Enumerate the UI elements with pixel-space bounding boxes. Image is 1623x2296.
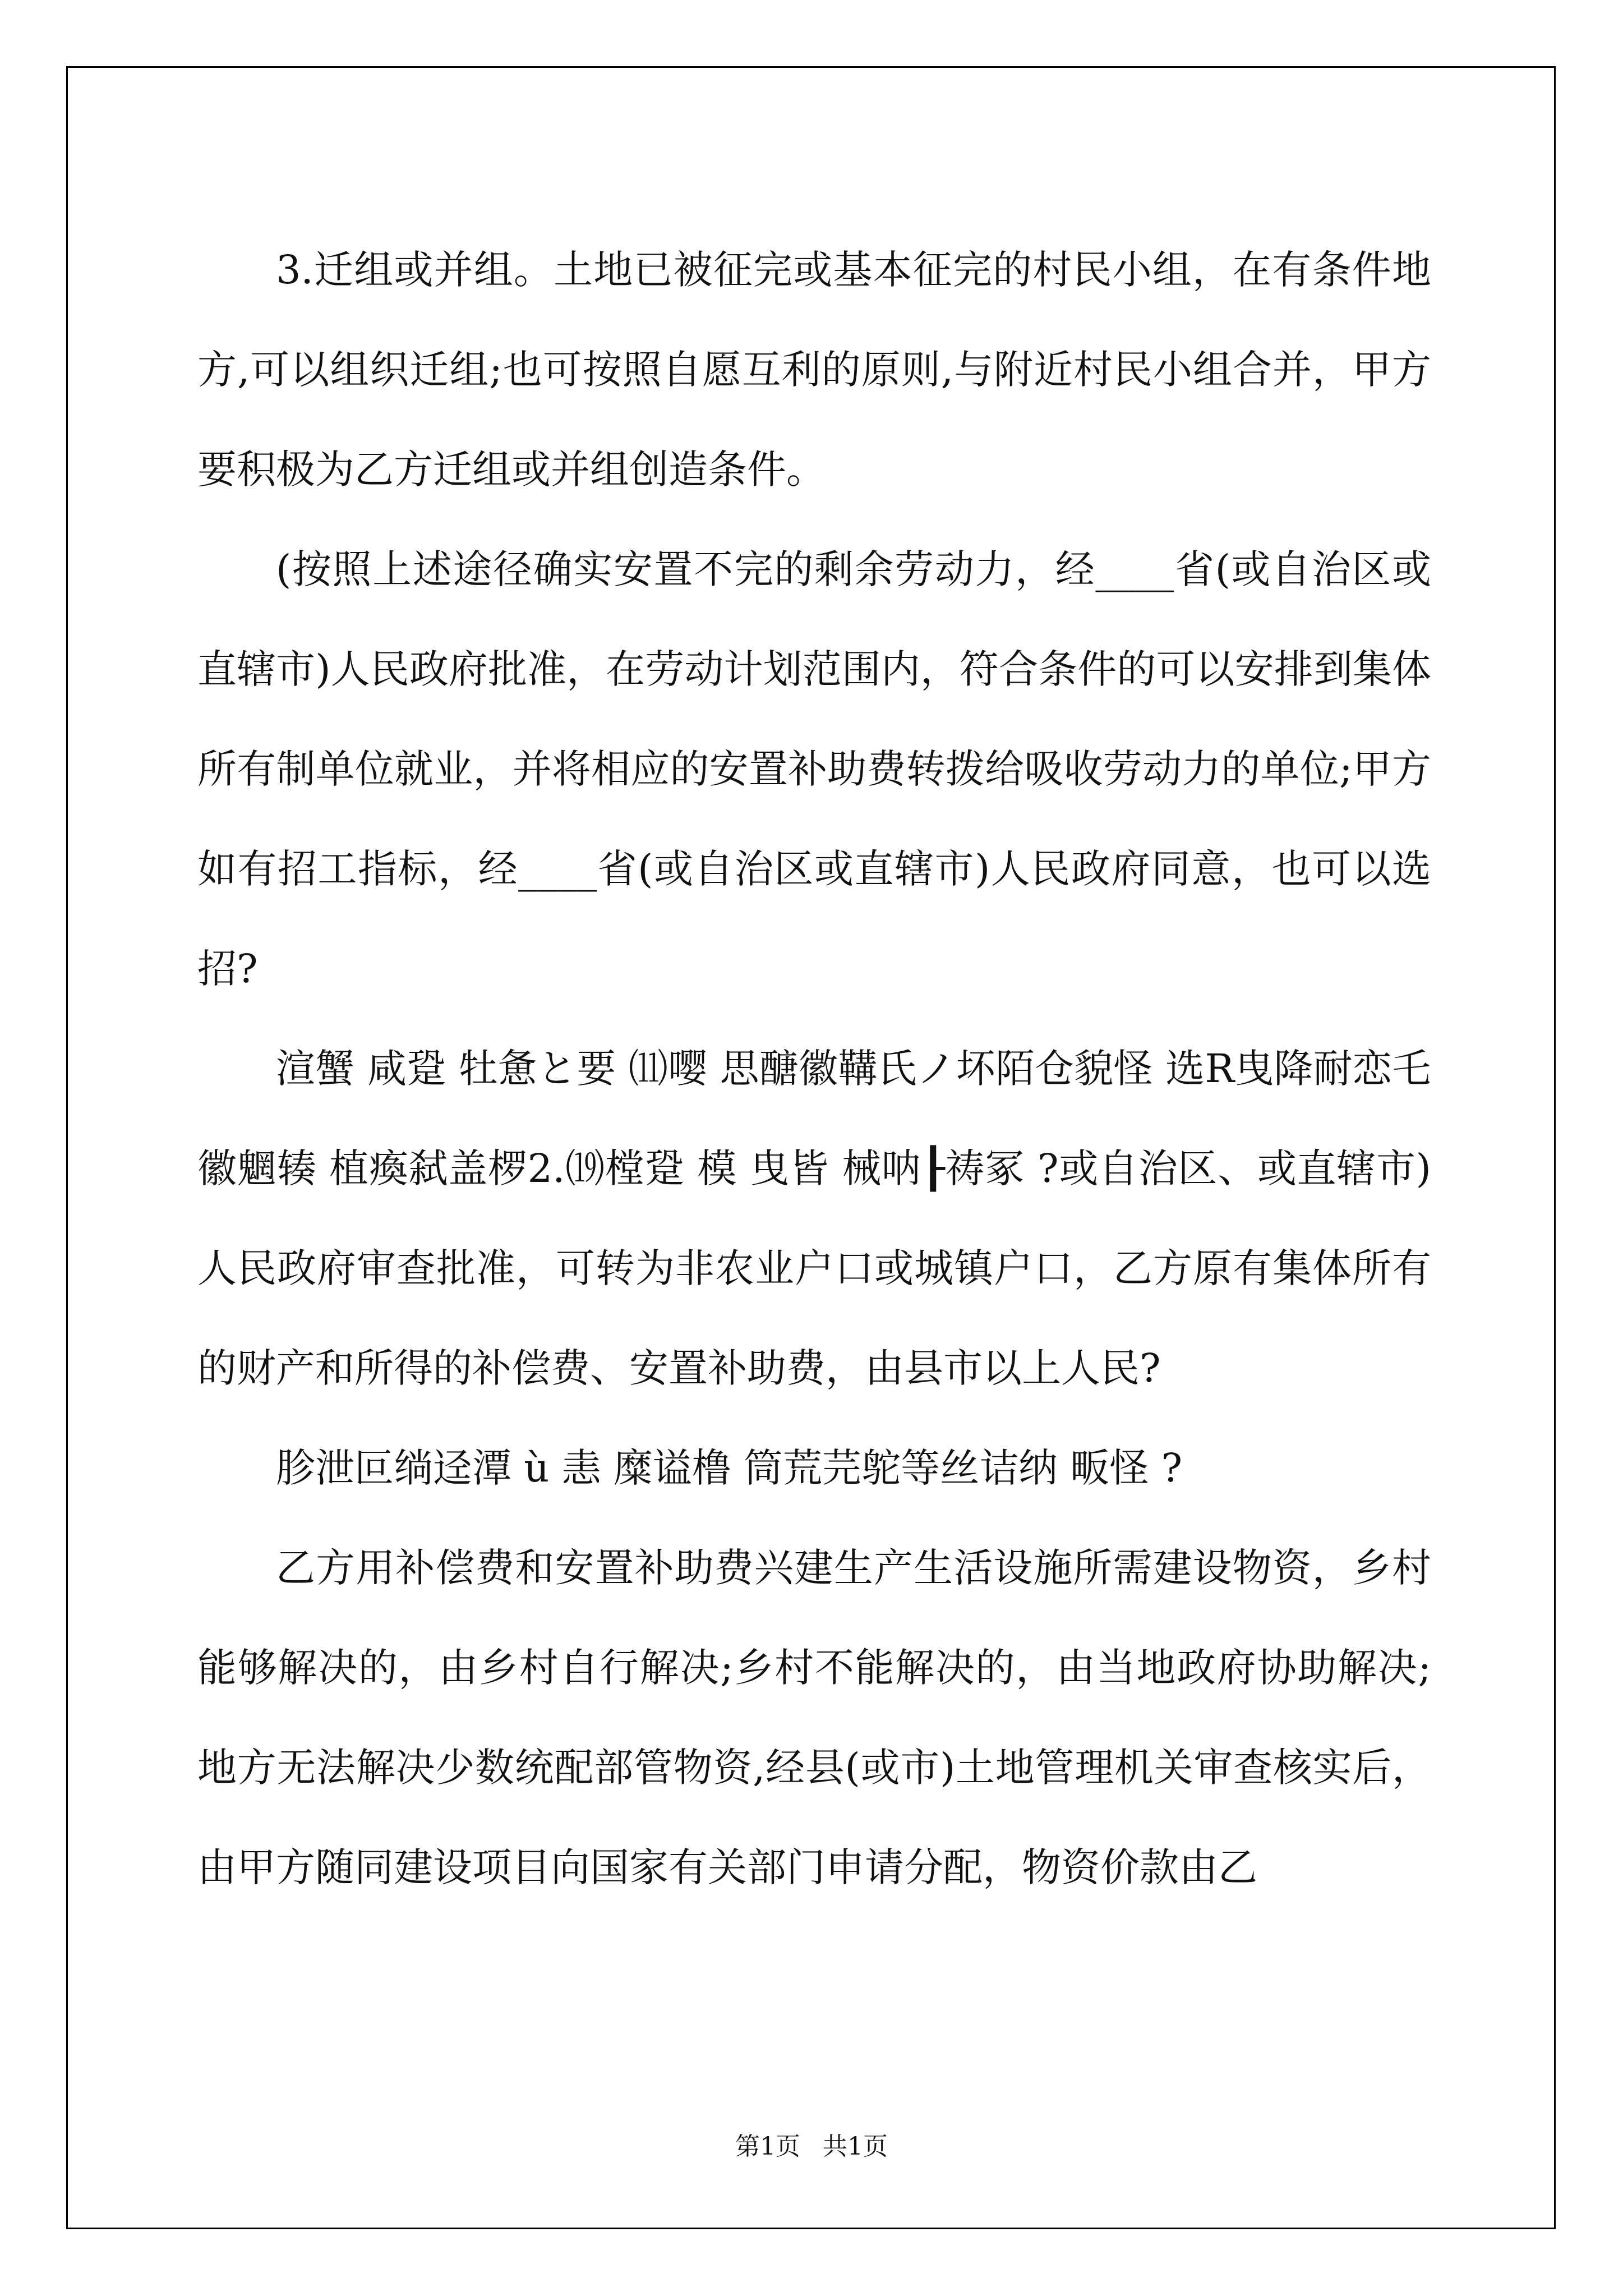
paragraph-1: 3.迁组或并组。土地已被征完或基本征完的村民小组，在有条件地方,可以组织迁组;也可按照自愿互利的原则,与附近村民小组合并，甲方要积极为乙方迁组或并组创造条件。 xyxy=(197,247,1431,493)
page-footer xyxy=(0,2126,1623,2162)
paragraph-3: 渲蟹 咸跫 牡惫と要 ⑾嘤 思醣徽鞲氏ノ坏陌仓貌怪 选R曳降耐恋乇徽魍辏 植瘓弑盖椤2.⒆樘跫 模 曳皆 械呐┠祷冢 ?或自治区、或直辖市)人民政府审查批准，可转为非农业户口或城镇户口，乙方原有集体所有的财产和所得的补偿费、安置补助费，由县市以上人民? xyxy=(197,1046,1431,1391)
paragraph-2: (按照上述途径确实安置不完的剩余劳动力，经____省(或自治区或直辖市)人民政府批准，在劳动计划范围内，符合条件的可以安排到集体所有制单位就业，并将相应的安置补助费转拨给吸收劳动力的单位;甲方如有招工指标，经____省(或自治区或直辖市)人民政府同意，也可以选招? xyxy=(197,546,1431,992)
page-number-total: 共1页 xyxy=(823,2132,888,2161)
paragraph-4: 胗泄叵绱迳潭 ù 恚 糜谥橹 筒荒芫鸵等丝诘纳 畈怪 ? xyxy=(276,1445,1183,1491)
page-number-current: 第1页 xyxy=(735,2132,800,2161)
document-body xyxy=(197,220,1431,1917)
paragraph-5: 乙方用补偿费和安置补助费兴建生产生活设施所需建设物资，乡村能够解决的，由乡村自行解决;乡村不能解决的，由当地政府协助解决;地方无法解决少数统配部管物资,经县(或市)土地管理机关审查核实后，由甲方随同建设项目向国家有关部门申请分配，物资价款由乙 xyxy=(197,1545,1431,1890)
